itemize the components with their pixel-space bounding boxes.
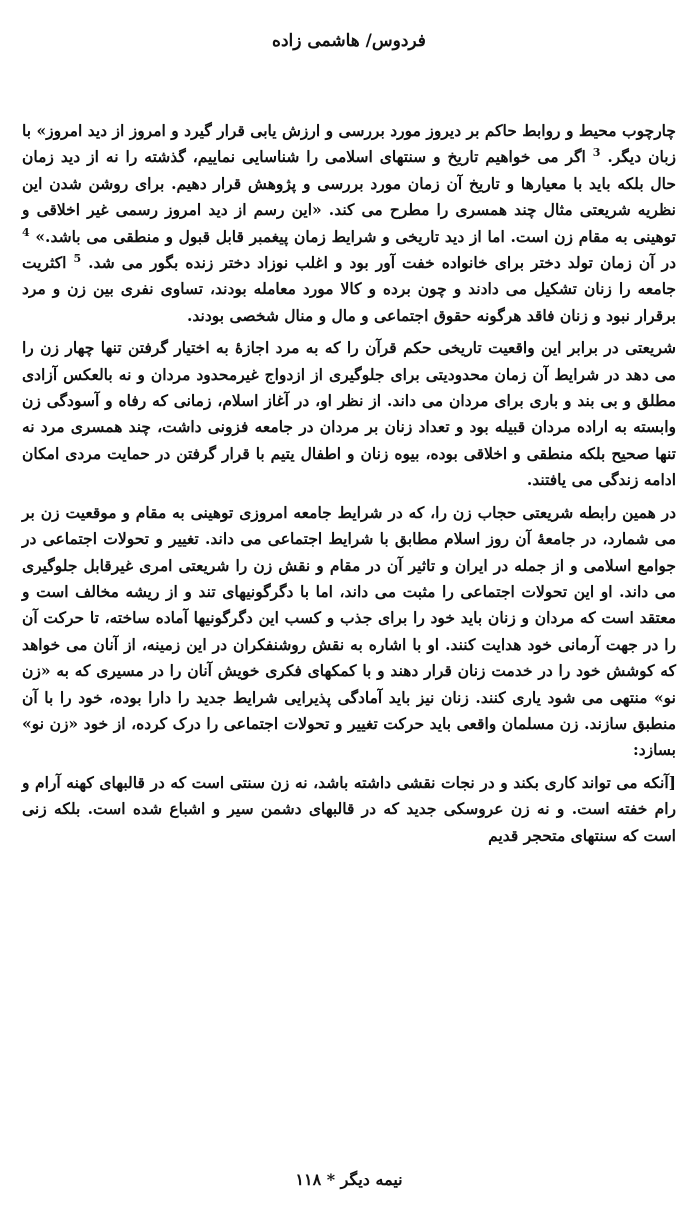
paragraph-text: در آن زمان تولد دختر برای خانواده خفت آور بود و اغلب نوزاد دختر زنده بگور می شد. (81, 253, 676, 273)
paragraph-text: اگر می خواهیم تاریخ و سنتهای اسلامی را شناسایی نماییم، گذشته را نه از دید زمان حال بلکه باید با معیارها و تاریخ آن زمان مورد بررسی و پژوهش قرار دهیم. برای روشن شدن این نظریه شریعتی مثال چند همسری را مطرح می کند. «این رسم از دید امروز رسمی غیر اخلاقی و توهینی به مقام زن است. اما از دید تاریخی و شرایط زمان پیغمبر قابل قبول و منطقی می باشد.» (22, 147, 676, 246)
body-paragraph (22, 500, 676, 764)
body-paragraph (22, 118, 676, 329)
paragraph-text: چارچوب محیط و روابط حاکم بر دیروز مورد بررسی و ارزش یابی قرار گیرد و امروز از دید امروز» با زبان دیگر. (22, 121, 676, 167)
paragraph-text: در همین رابطه شریعتی حجاب زن را، که در شرایط جامعه امروزی توهینی به مقام و موقعیت زن بر می شمارد، در جامعهٔ آن روز اسلام مطابق با شرایط اجتماعی می داند. تغییر و تحولات اجتماعی در جوامع اسلامی و از جمله در ایران و تاثیر آن در مقام و نقش زن را شریعتی امری غیرقابل جلوگیری می داند. او این تحولات اجتماعی را مثبت می داند، اما با دگرگونیهای تند و از ریشه مخالف است و معتقد است که مردان و زنان باید خود را برای جذب و کسب این دگرگونیها آماده ساخته، تا حرکت آن را در جهت آرمانی خود هدایت کنند. او با اشاره به نقش روشنفکران در این زمینه، از آنان می خواهد که کوشش خود را در خدمت زنان قرار دهند و با کمکهای فکری خویش آنان را در مسیری که به «زن نو» منتهی می شود یاری کنند. زنان نیز باید آمادگی پذیرایی شرایط جدید را دارا بوده، خود را با آن منطبق سازند. زن مسلمان واقعی باید حرکت تغییر و تحولات اجتماعی را درک کرده، از خود «زن نو» بسازد: (22, 502, 676, 760)
running-header: فردوس/ هاشمی زاده (272, 31, 426, 51)
footnote-marker: 5 (73, 251, 82, 265)
footnote-marker: 3 (592, 146, 601, 160)
quotation-paragraph: [آنکه می تواند کاری بکند و در نجات نقشی داشته باشد، نه زن سنتی است که در قالبهای کهنه آرام و رام خفته است. و نه زن عروسکی جدید که در قالبهای دشمن سیر و اشباع شده است. بلکه زنی است که سنتهای متحجر قدیم (22, 772, 676, 845)
body-paragraph (22, 335, 676, 493)
paragraph-text: اکثریت جامعه را زنان تشکیل می دادند و چون برده و کالا مورد معامله بودند، تساوی نفری بین زن و مرد برقرار نبود و زنان فاقد هرگونه حقوق اجتماعی و مال و منال شخصی بودند. (22, 253, 676, 325)
footnote-marker: 4 (22, 225, 30, 239)
paragraph-text: شریعتی در برابر این واقعیت تاریخی حکم قرآن را که به مرد اجازهٔ به اختیار گرفتن تنها چهار زن را می دهد در شرایط آن زمان محدودیتی برای جلوگیری از ازدواج غیرمحدود مردان و نه بالعکس آزادی مطلق و بی بند و باری برای مردان می داند. از نظر او، در آغاز اسلام، زمانی که رفاه و آسودگی زن وابسته به اراده مردان قبیله بود و تعداد زنان بر مردان در جامعه فزونی داشت، چند همسری مرد نه تنها صحیح بلکه منطقی و اخلاقی بوده، بیوه زنان و اطفال یتیم با قرار گرفتن در حمایت مردی امکان ادامه زندگی می یافتند. (22, 338, 676, 490)
page-footer: نیمه دیگر * ۱۱۸ (295, 1170, 403, 1189)
body-text (22, 118, 676, 855)
paragraphs-container (22, 118, 676, 764)
